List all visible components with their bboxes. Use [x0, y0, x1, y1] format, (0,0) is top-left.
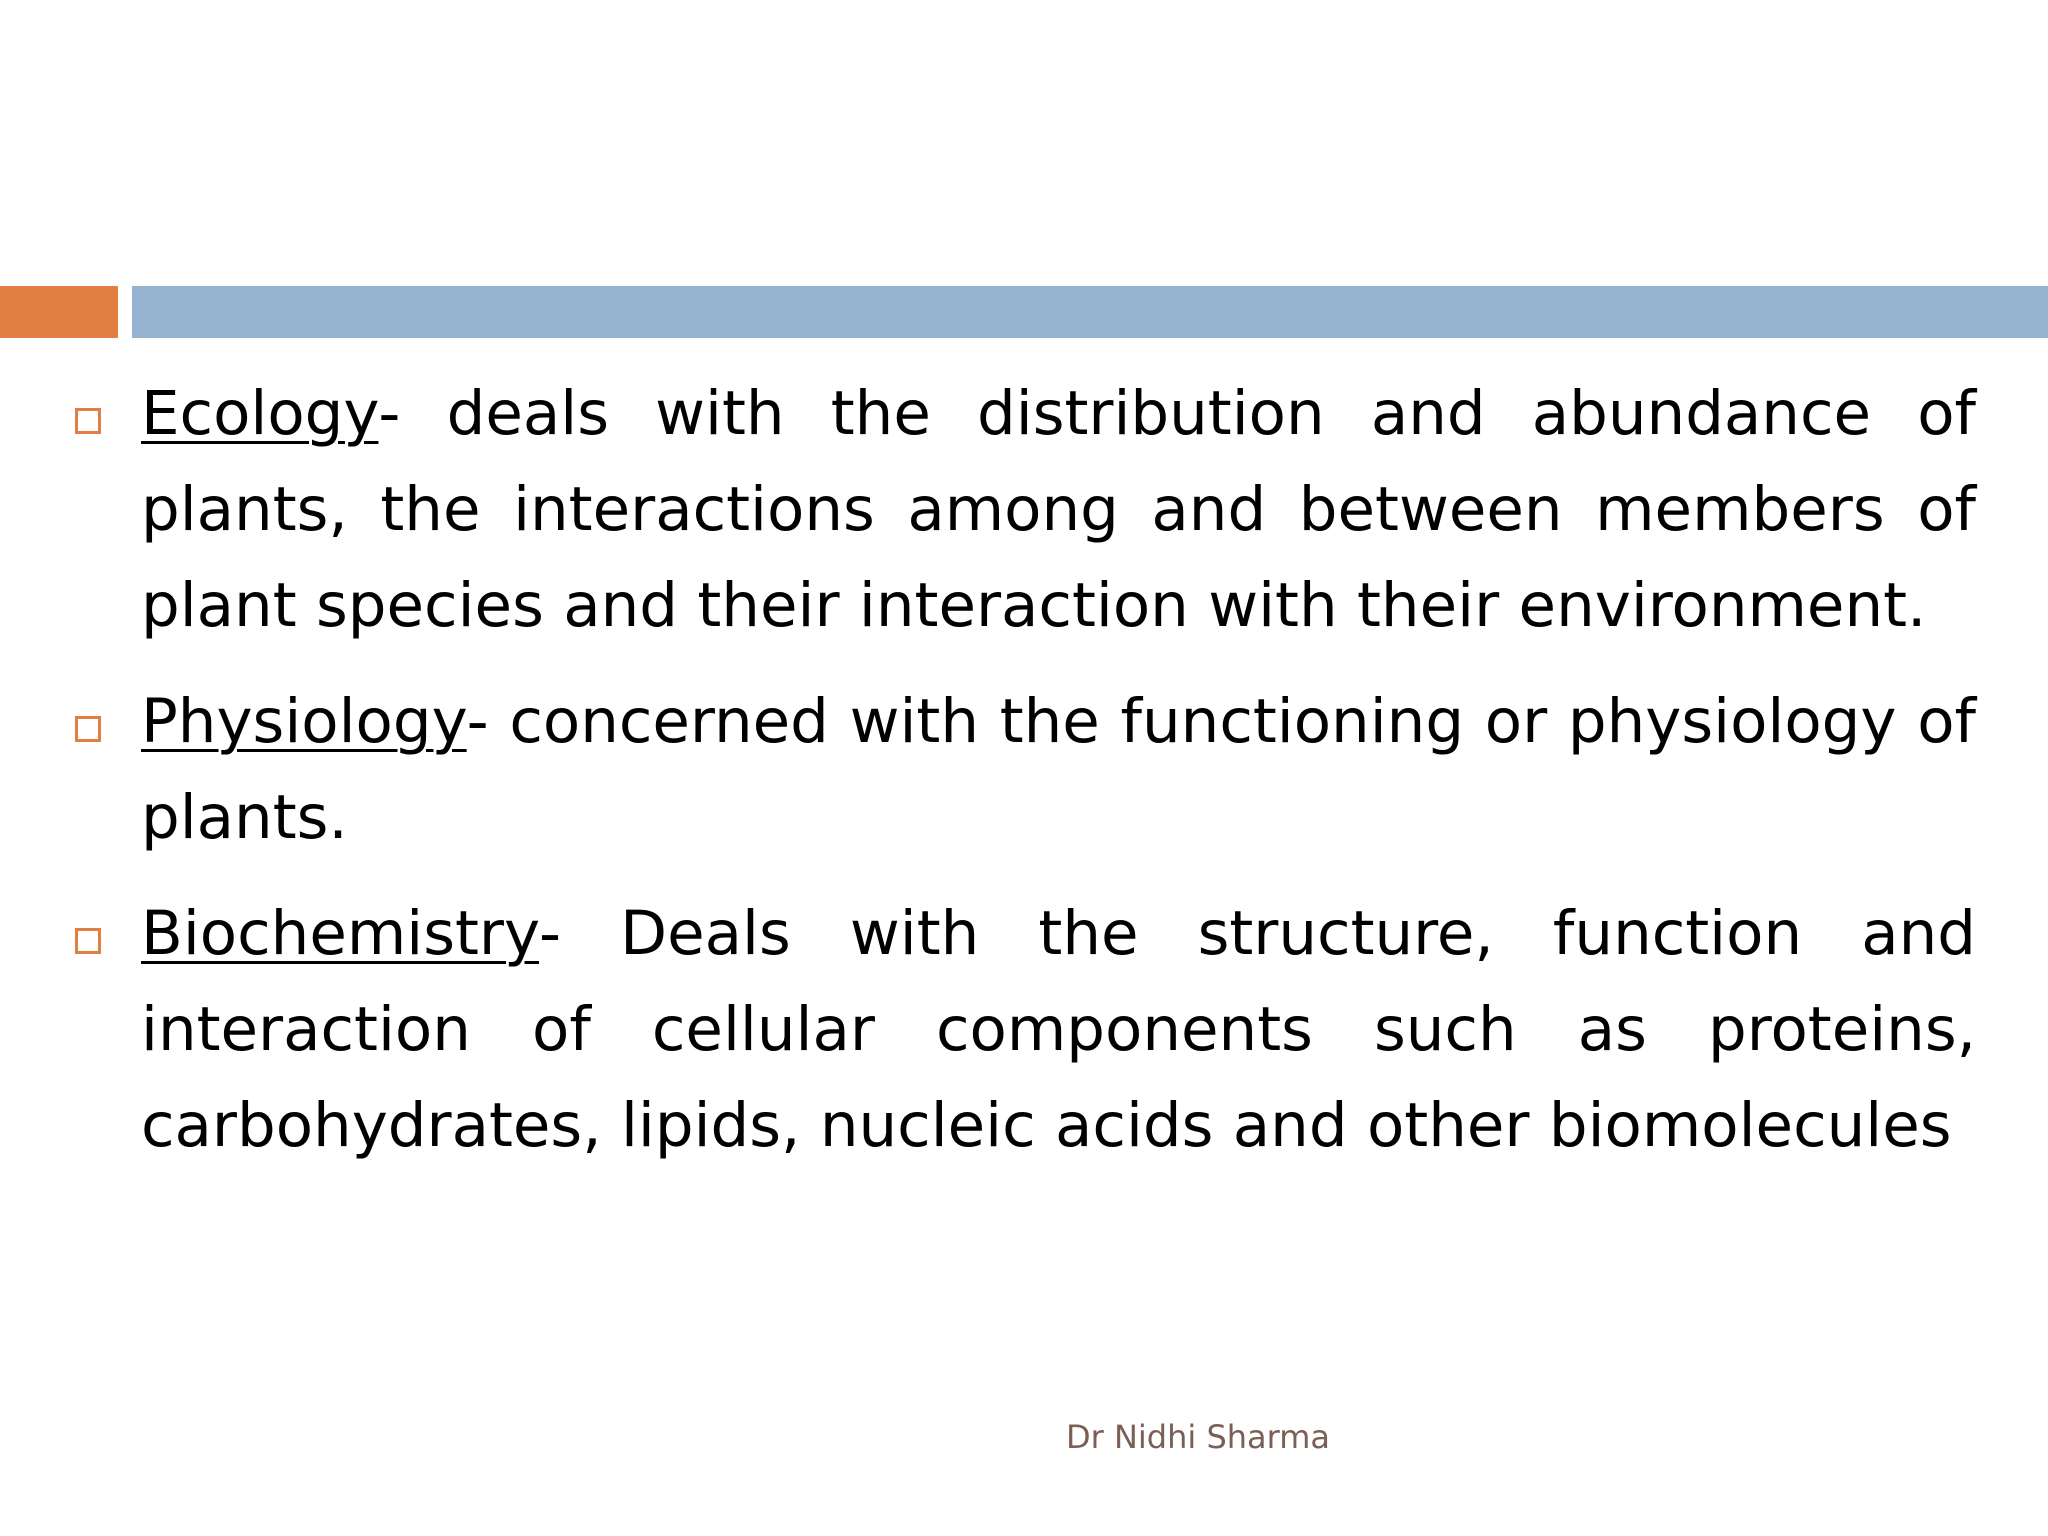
bullet-text: - Deals with the structure, function and interaction of cellular components such as proteins, carbohydrates, lipids, nucleic acids and other biomolecules — [141, 898, 1976, 1161]
bullet-term: Physiology — [141, 686, 467, 757]
bullet-item-biochemistry — [0, 886, 2048, 1174]
accent-bar — [0, 286, 118, 338]
bullet-text: - deals with the distribution and abundance of plants, the interactions among and between members of plant species and their interaction with their environment. — [141, 378, 1976, 641]
bullet-text: - concerned with the functioning or physiology of plants. — [141, 686, 1976, 853]
header-bar — [132, 286, 2048, 338]
bullet-term: Biochemistry — [141, 898, 540, 969]
square-bullet-icon — [75, 408, 101, 434]
bullet-item-ecology — [0, 366, 2048, 654]
bullet-item-physiology — [0, 674, 2048, 866]
footer-author: Dr Nidhi Sharma — [1066, 1418, 1331, 1456]
square-bullet-icon — [75, 928, 101, 954]
bullet-list — [0, 366, 2048, 1194]
square-bullet-icon — [75, 716, 101, 742]
bullet-term: Ecology — [141, 378, 379, 449]
